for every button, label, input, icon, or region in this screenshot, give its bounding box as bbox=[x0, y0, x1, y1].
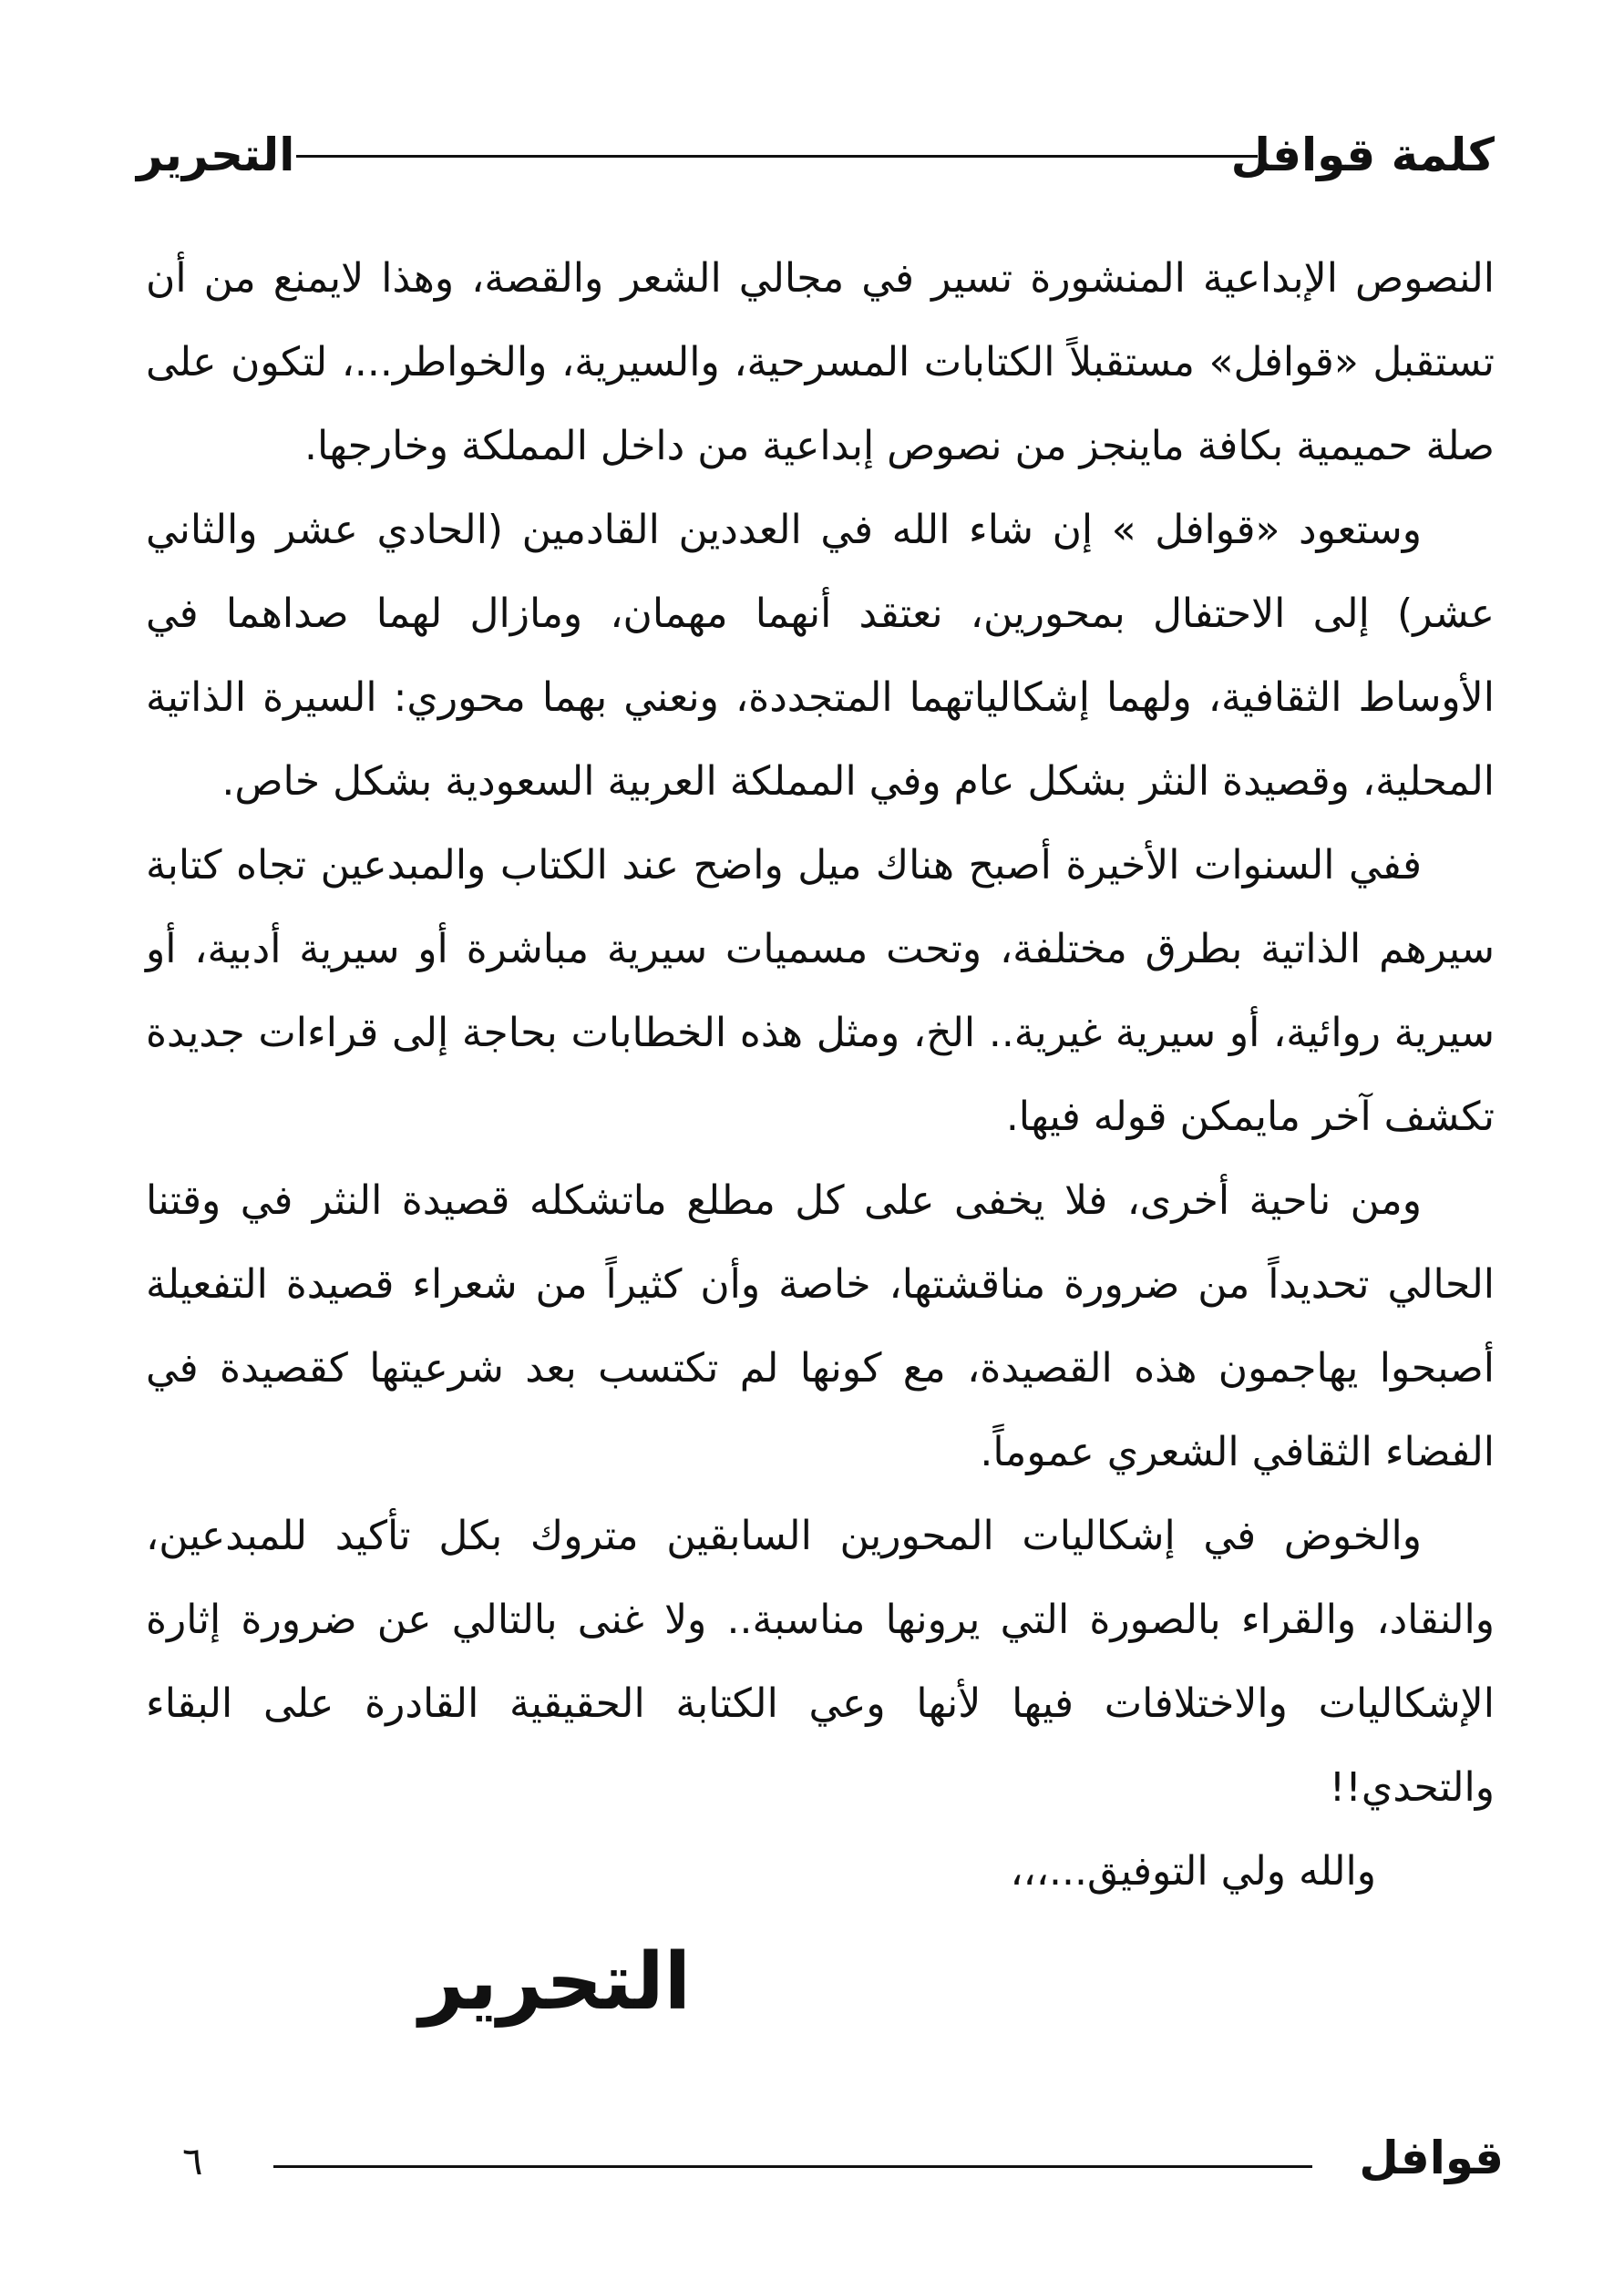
page-header bbox=[137, 109, 1495, 191]
closing-line: والله ولي التوفيق...،،، bbox=[1010, 1848, 1376, 1895]
footer-rule bbox=[273, 2165, 1312, 2168]
paragraph-1: النصوص الإبداعية المنشورة تسير في مجالي الشعر والقصة، وهذا لايمنع من أن تستقبل «قوافل» مستقبلاً الكتابات المسرحية، والسيرية، والخواطر...، لتكون على صلة حميمية بكافة ماينجز من نصوص إبداعية من داخل المملكة وخارجها. bbox=[146, 255, 1495, 469]
paragraph-2: وستعود «قوافل » إن شاء الله في العددين القادمين (الحادي عشر والثاني عشر) إلى الاحتفال بمحورين، نعتقد أنهما مهمان، ومازال لهما صداهما في الأوساط الثقافية، ولهما إشكالياتهما المتجددة، ونعني بهما محوري: السيرة الذاتية المحلية، وقصيدة النثر بشكل عام وفي المملكة العربية السعودية بشكل خاص. bbox=[146, 507, 1495, 805]
header-rule bbox=[296, 155, 1258, 158]
paragraph-5: والخوض في إشكاليات المحورين السابقين متروك بكل تأكيد للمبدعين، والنقاد، والقراء بالصورة التي يرونها مناسبة.. ولا غنى بالتالي عن ضرورة إثارة الإشكاليات والاختلافات فيها لأنها وعي الكتابة الحقيقية القادرة على البقاء والتحدي!! bbox=[146, 1513, 1495, 1811]
editor-signature: التحرير bbox=[419, 1937, 692, 2028]
page-number: ٦ bbox=[182, 2139, 203, 2183]
paragraph-3: ففي السنوات الأخيرة أصبح هناك ميل واضح عند الكتاب والمبدعين تجاه كتابة سيرهم الذاتية بطرق مختلفة، وتحت مسميات سيرية مباشرة أو سيرية أدبية، أو سيرية روائية، أو سيرية غيرية.. الخ، ومثل هذه الخطابات بحاجة إلى قراءات جديدة تكشف آخر مايمكن قوله فيها. bbox=[146, 842, 1495, 1140]
section-title: كلمة قوافل bbox=[1230, 128, 1495, 181]
editorial-body bbox=[146, 237, 1495, 1914]
paragraph-4: ومن ناحية أخرى، فلا يخفى على كل مطلع ماتشكله قصيدة النثر في وقتنا الحالي تحديداً من ضرورة مناقشتها، خاصة وأن كثيراً من شعراء قصيدة التفعيلة أصبحوا يهاجمون هذه القصيدة، مع كونها لم تكتسب بعد شرعيتها كقصيدة في الفضاء الثقافي الشعري عموماً. bbox=[146, 1177, 1495, 1475]
publication-name: قوافل bbox=[1359, 2132, 1504, 2184]
page-footer bbox=[137, 2123, 1504, 2196]
author-label: التحرير bbox=[137, 128, 295, 181]
